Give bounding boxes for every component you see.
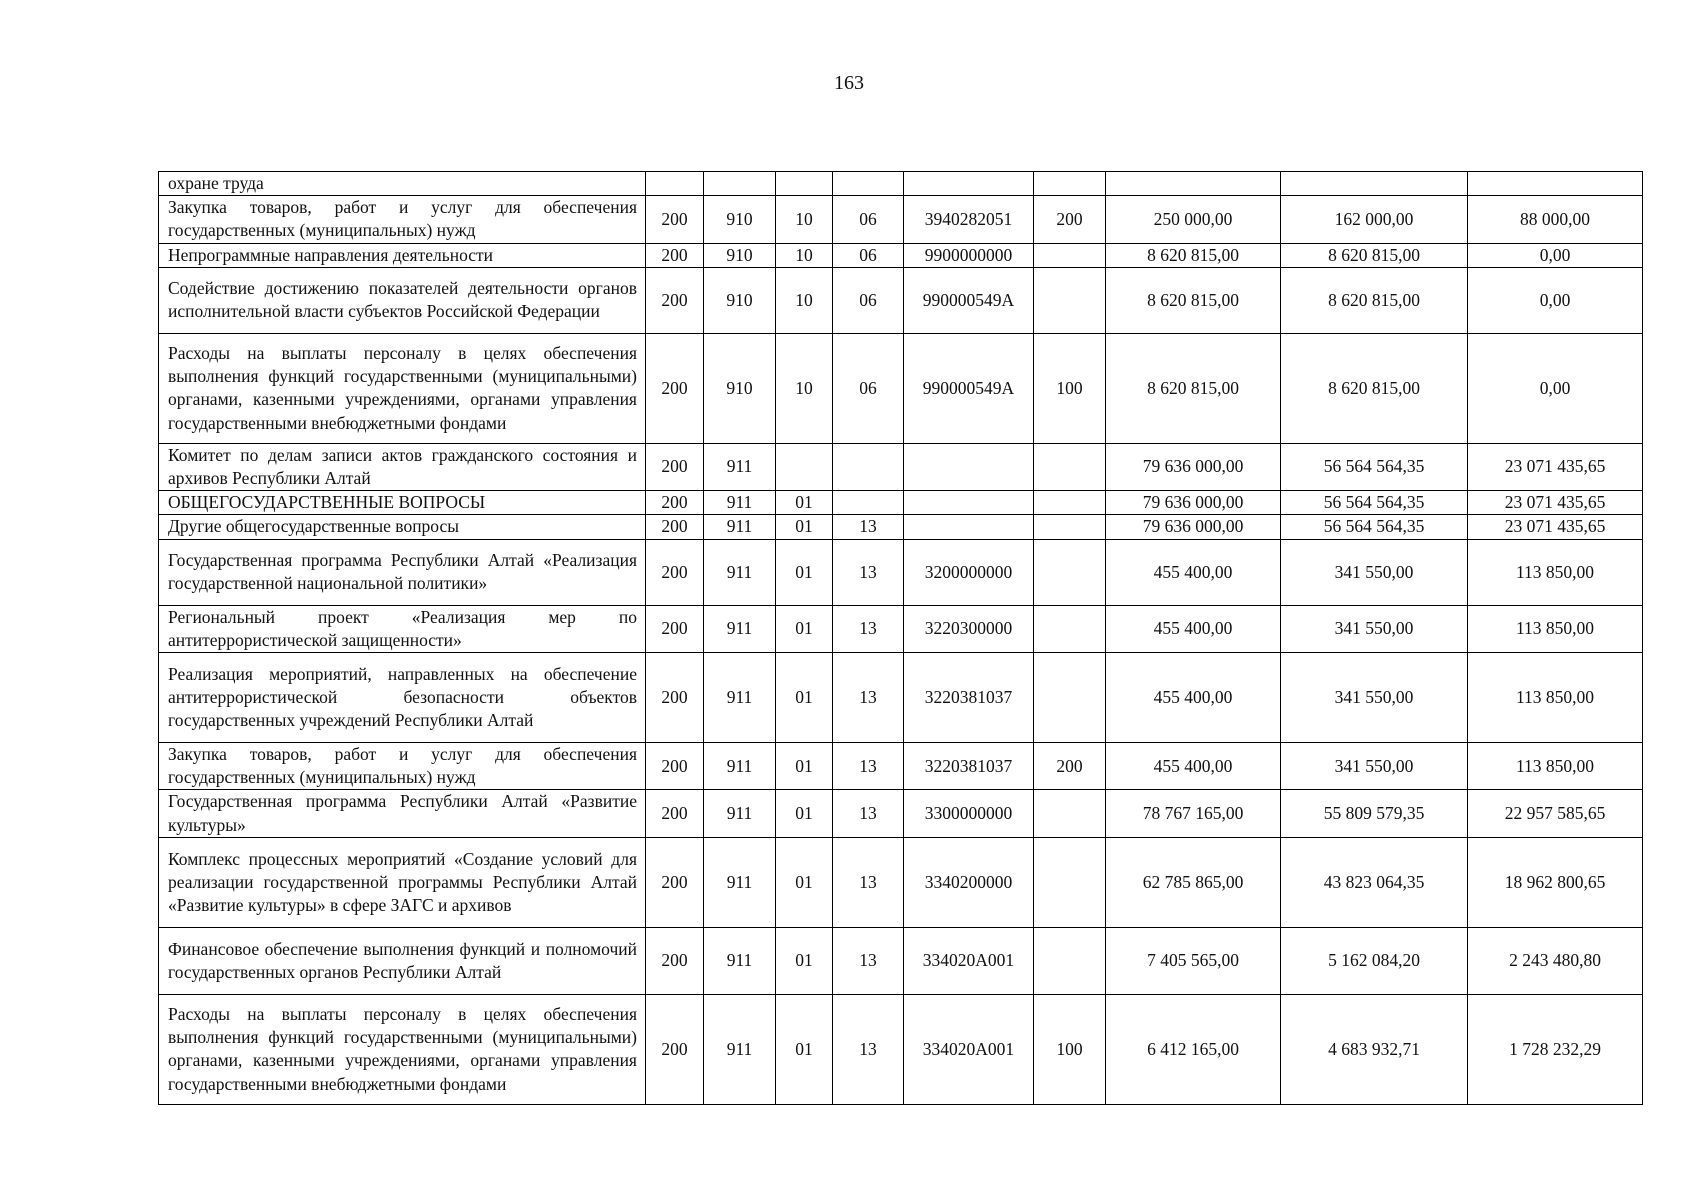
subsection-code-cell: 06 — [833, 267, 904, 333]
amount-planned-cell: 8 620 815,00 — [1106, 267, 1281, 333]
amount-planned-cell: 78 767 165,00 — [1106, 790, 1281, 837]
expense-name-cell: Закупка товаров, работ и услуг для обеспечения государственных (муниципальных) нужд — [159, 196, 646, 243]
amount-planned-cell: 8 620 815,00 — [1106, 333, 1281, 443]
subsection-code-cell: 13 — [833, 927, 904, 994]
amount-executed-cell: 4 683 932,71 — [1281, 994, 1468, 1104]
amount-remaining-cell: 113 850,00 — [1468, 539, 1643, 605]
ministry-code-cell — [704, 172, 776, 196]
amount-remaining-cell: 0,00 — [1468, 243, 1643, 267]
table-row — [159, 837, 1643, 927]
expense-name-cell: Закупка товаров, работ и услуг для обеспечения государственных (муниципальных) нужд — [159, 743, 646, 790]
expense-type-cell — [1034, 491, 1106, 515]
subsection-code-cell — [833, 491, 904, 515]
subsection-code-cell: 13 — [833, 837, 904, 927]
expense-name-cell: Расходы на выплаты персоналу в целях обеспечения выполнения функций государственными (муниципальными) органами, казенными учреждениями, органами управления государственными внебюджетными фондами — [159, 333, 646, 443]
subsection-code-cell: 13 — [833, 515, 904, 539]
amount-remaining-cell: 2 243 480,80 — [1468, 927, 1643, 994]
expense-type-cell — [1034, 927, 1106, 994]
section-code-cell: 01 — [776, 653, 833, 743]
amount-remaining-cell: 23 071 435,65 — [1468, 515, 1643, 539]
section-code-cell: 01 — [776, 994, 833, 1104]
table-row — [159, 267, 1643, 333]
expense-type-cell — [1034, 443, 1106, 490]
subsection-code-cell: 06 — [833, 243, 904, 267]
ministry-code-cell: 911 — [704, 837, 776, 927]
table-row — [159, 172, 1643, 196]
target-article-cell: 3940282051 — [904, 196, 1034, 243]
target-article-cell — [904, 172, 1034, 196]
target-article-cell: 3220381037 — [904, 743, 1034, 790]
table-row — [159, 515, 1643, 539]
target-article-cell: 9900000000 — [904, 243, 1034, 267]
section-code-cell: 10 — [776, 333, 833, 443]
amount-planned-cell — [1106, 172, 1281, 196]
table-row — [159, 443, 1643, 490]
amount-executed-cell: 43 823 064,35 — [1281, 837, 1468, 927]
code-cell: 200 — [646, 243, 704, 267]
amount-planned-cell: 7 405 565,00 — [1106, 927, 1281, 994]
amount-executed-cell: 341 550,00 — [1281, 605, 1468, 652]
subsection-code-cell: 13 — [833, 605, 904, 652]
target-article-cell: 3200000000 — [904, 539, 1034, 605]
code-cell: 200 — [646, 653, 704, 743]
code-cell: 200 — [646, 443, 704, 490]
target-article-cell — [904, 491, 1034, 515]
amount-remaining-cell — [1468, 172, 1643, 196]
section-code-cell: 01 — [776, 927, 833, 994]
expense-type-cell — [1034, 837, 1106, 927]
code-cell: 200 — [646, 605, 704, 652]
amount-executed-cell: 5 162 084,20 — [1281, 927, 1468, 994]
expense-name-cell: Комитет по делам записи актов гражданского состояния и архивов Республики Алтай — [159, 443, 646, 490]
amount-planned-cell: 455 400,00 — [1106, 605, 1281, 652]
expense-name-cell: Реализация мероприятий, направленных на обеспечение антитеррористической безопасности объектов государственных учреждений Республики Алтай — [159, 653, 646, 743]
code-cell: 200 — [646, 196, 704, 243]
subsection-code-cell: 06 — [833, 196, 904, 243]
code-cell: 200 — [646, 515, 704, 539]
ministry-code-cell: 910 — [704, 243, 776, 267]
expense-type-cell: 100 — [1034, 994, 1106, 1104]
code-cell: 200 — [646, 837, 704, 927]
code-cell — [646, 172, 704, 196]
expense-type-cell — [1034, 515, 1106, 539]
target-article-cell: 990000549А — [904, 333, 1034, 443]
target-article-cell: 3300000000 — [904, 790, 1034, 837]
expense-type-cell — [1034, 243, 1106, 267]
amount-remaining-cell: 23 071 435,65 — [1468, 443, 1643, 490]
subsection-code-cell: 13 — [833, 994, 904, 1104]
code-cell: 200 — [646, 790, 704, 837]
ministry-code-cell: 911 — [704, 743, 776, 790]
amount-executed-cell: 8 620 815,00 — [1281, 243, 1468, 267]
code-cell: 200 — [646, 333, 704, 443]
expense-type-cell — [1034, 539, 1106, 605]
amount-executed-cell: 341 550,00 — [1281, 743, 1468, 790]
expense-type-cell — [1034, 172, 1106, 196]
table-row — [159, 333, 1643, 443]
subsection-code-cell: 13 — [833, 539, 904, 605]
ministry-code-cell: 910 — [704, 196, 776, 243]
ministry-code-cell: 911 — [704, 994, 776, 1104]
table-row — [159, 243, 1643, 267]
amount-executed-cell: 8 620 815,00 — [1281, 333, 1468, 443]
ministry-code-cell: 911 — [704, 653, 776, 743]
code-cell: 200 — [646, 927, 704, 994]
section-code-cell: 01 — [776, 515, 833, 539]
table-body — [159, 172, 1643, 1105]
budget-table — [158, 171, 1643, 1105]
ministry-code-cell: 911 — [704, 927, 776, 994]
expense-name-cell: ОБЩЕГОСУДАРСТВЕННЫЕ ВОПРОСЫ — [159, 491, 646, 515]
amount-executed-cell: 162 000,00 — [1281, 196, 1468, 243]
section-code-cell: 10 — [776, 267, 833, 333]
amount-executed-cell — [1281, 172, 1468, 196]
section-code-cell: 01 — [776, 491, 833, 515]
amount-executed-cell: 56 564 564,35 — [1281, 491, 1468, 515]
section-code-cell: 01 — [776, 790, 833, 837]
section-code-cell: 10 — [776, 196, 833, 243]
expense-name-cell: Государственная программа Республики Алтай «Реализация государственной национальной политики» — [159, 539, 646, 605]
table-row — [159, 196, 1643, 243]
amount-executed-cell: 341 550,00 — [1281, 653, 1468, 743]
amount-executed-cell: 56 564 564,35 — [1281, 515, 1468, 539]
amount-planned-cell: 79 636 000,00 — [1106, 443, 1281, 490]
expense-type-cell: 200 — [1034, 743, 1106, 790]
expense-name-cell: Финансовое обеспечение выполнения функций и полномочий государственных органов Республики Алтай — [159, 927, 646, 994]
amount-planned-cell: 455 400,00 — [1106, 743, 1281, 790]
amount-planned-cell: 79 636 000,00 — [1106, 515, 1281, 539]
amount-planned-cell: 250 000,00 — [1106, 196, 1281, 243]
section-code-cell: 01 — [776, 743, 833, 790]
ministry-code-cell: 911 — [704, 515, 776, 539]
amount-remaining-cell: 113 850,00 — [1468, 653, 1643, 743]
expense-type-cell — [1034, 267, 1106, 333]
target-article-cell: 3340200000 — [904, 837, 1034, 927]
table-row — [159, 653, 1643, 743]
expense-type-cell — [1034, 605, 1106, 652]
table-row — [159, 994, 1643, 1104]
expense-name-cell: Содействие достижению показателей деятельности органов исполнительной власти субъектов Российской Федерации — [159, 267, 646, 333]
amount-planned-cell: 8 620 815,00 — [1106, 243, 1281, 267]
section-code-cell: 10 — [776, 243, 833, 267]
code-cell: 200 — [646, 267, 704, 333]
amount-remaining-cell: 18 962 800,65 — [1468, 837, 1643, 927]
amount-planned-cell: 455 400,00 — [1106, 653, 1281, 743]
expense-name-cell: Расходы на выплаты персоналу в целях обеспечения выполнения функций государственными (муниципальными) органами, казенными учреждениями, органами управления государственными внебюджетными фондами — [159, 994, 646, 1104]
subsection-code-cell: 13 — [833, 790, 904, 837]
expense-type-cell: 200 — [1034, 196, 1106, 243]
ministry-code-cell: 911 — [704, 491, 776, 515]
amount-remaining-cell: 0,00 — [1468, 333, 1643, 443]
subsection-code-cell — [833, 443, 904, 490]
amount-executed-cell: 55 809 579,35 — [1281, 790, 1468, 837]
subsection-code-cell — [833, 172, 904, 196]
section-code-cell: 01 — [776, 605, 833, 652]
ministry-code-cell: 911 — [704, 605, 776, 652]
code-cell: 200 — [646, 539, 704, 605]
amount-executed-cell: 341 550,00 — [1281, 539, 1468, 605]
expense-type-cell: 100 — [1034, 333, 1106, 443]
expense-name-cell: Региональный проект «Реализация мер по антитеррористической защищенности» — [159, 605, 646, 652]
table-row — [159, 743, 1643, 790]
page-number: 163 — [834, 72, 864, 94]
expense-type-cell — [1034, 790, 1106, 837]
amount-executed-cell: 8 620 815,00 — [1281, 267, 1468, 333]
target-article-cell: 334020А001 — [904, 994, 1034, 1104]
subsection-code-cell: 13 — [833, 653, 904, 743]
amount-planned-cell: 79 636 000,00 — [1106, 491, 1281, 515]
subsection-code-cell: 13 — [833, 743, 904, 790]
amount-remaining-cell: 1 728 232,29 — [1468, 994, 1643, 1104]
amount-remaining-cell: 88 000,00 — [1468, 196, 1643, 243]
expense-name-cell: Комплекс процессных мероприятий «Создание условий для реализации государственной программы Республики Алтай «Развитие культуры» в сфере ЗАГС и архивов — [159, 837, 646, 927]
amount-planned-cell: 6 412 165,00 — [1106, 994, 1281, 1104]
ministry-code-cell: 911 — [704, 790, 776, 837]
amount-remaining-cell: 113 850,00 — [1468, 743, 1643, 790]
table-row — [159, 539, 1643, 605]
target-article-cell: 334020А001 — [904, 927, 1034, 994]
target-article-cell — [904, 443, 1034, 490]
table-row — [159, 491, 1643, 515]
code-cell: 200 — [646, 994, 704, 1104]
expense-type-cell — [1034, 653, 1106, 743]
target-article-cell: 990000549А — [904, 267, 1034, 333]
table-row — [159, 790, 1643, 837]
amount-remaining-cell: 23 071 435,65 — [1468, 491, 1643, 515]
section-code-cell: 01 — [776, 837, 833, 927]
amount-executed-cell: 56 564 564,35 — [1281, 443, 1468, 490]
target-article-cell — [904, 515, 1034, 539]
section-code-cell — [776, 443, 833, 490]
amount-planned-cell: 62 785 865,00 — [1106, 837, 1281, 927]
amount-remaining-cell: 0,00 — [1468, 267, 1643, 333]
expense-name-cell: охране труда — [159, 172, 646, 196]
ministry-code-cell: 910 — [704, 267, 776, 333]
expense-name-cell: Государственная программа Республики Алтай «Развитие культуры» — [159, 790, 646, 837]
expense-name-cell: Непрограммные направления деятельности — [159, 243, 646, 267]
subsection-code-cell: 06 — [833, 333, 904, 443]
ministry-code-cell: 911 — [704, 443, 776, 490]
table-row — [159, 927, 1643, 994]
ministry-code-cell: 910 — [704, 333, 776, 443]
amount-remaining-cell: 22 957 585,65 — [1468, 790, 1643, 837]
section-code-cell — [776, 172, 833, 196]
table-row — [159, 605, 1643, 652]
target-article-cell: 3220300000 — [904, 605, 1034, 652]
amount-planned-cell: 455 400,00 — [1106, 539, 1281, 605]
target-article-cell: 3220381037 — [904, 653, 1034, 743]
amount-remaining-cell: 113 850,00 — [1468, 605, 1643, 652]
code-cell: 200 — [646, 743, 704, 790]
code-cell: 200 — [646, 491, 704, 515]
section-code-cell: 01 — [776, 539, 833, 605]
expense-name-cell: Другие общегосударственные вопросы — [159, 515, 646, 539]
ministry-code-cell: 911 — [704, 539, 776, 605]
